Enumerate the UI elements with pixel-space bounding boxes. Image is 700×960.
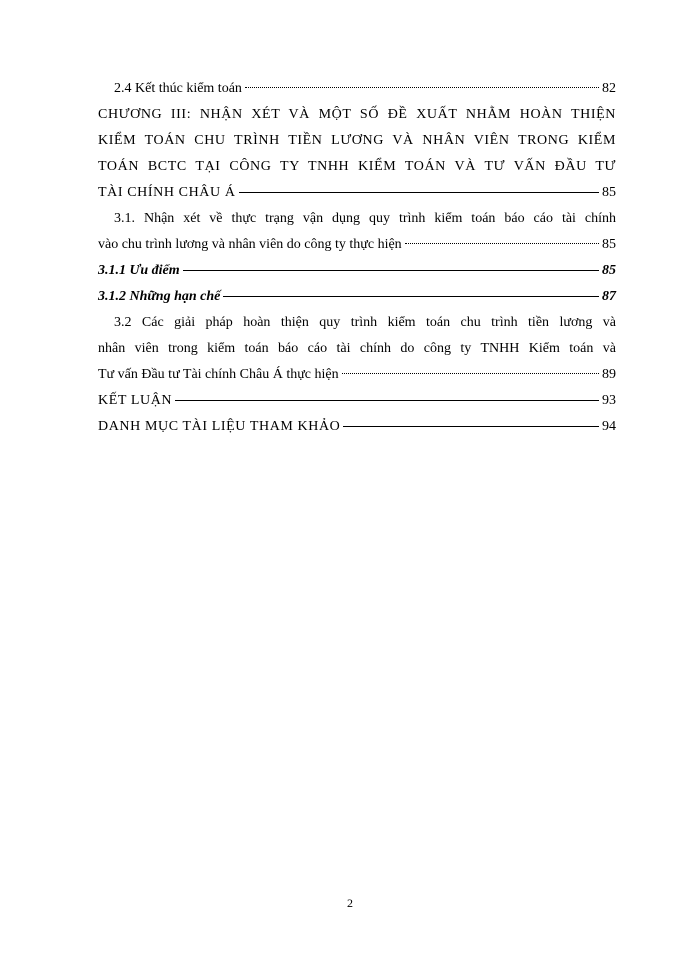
dot-leader [405,243,599,244]
toc-page-number: 85 [602,185,616,200]
rule-leader [239,192,599,193]
toc-entry-last-line [98,180,616,206]
toc-entry-references[interactable] [98,414,616,440]
toc-page-number: 85 [602,237,616,252]
toc-entry-line: 3.1. Nhận xét về thực trạng vận dụng quy trình kiểm toán báo cáo tài chính [114,211,616,226]
rule-leader [183,270,599,271]
toc-entry-last-line [98,232,616,258]
toc-entry-line: CHƯƠNG III: NHẬN XÉT VÀ MỘT SỐ ĐỀ XUẤT NHẰM HOÀN THIỆN [98,107,616,122]
toc-page-number: 89 [602,367,616,382]
toc-entry-line: KIỂM TOÁN CHU TRÌNH TIỀN LƯƠNG VÀ NHÂN VIÊN TRONG KIỂM [98,133,616,148]
toc-entry-line: nhân viên trong kiểm toán báo cáo tài chính do công ty TNHH Kiểm toán và [98,341,616,356]
dot-leader [342,373,599,374]
toc-page-number: 87 [602,289,616,304]
rule-leader [343,426,599,427]
toc-page-number: 94 [602,419,616,434]
toc-entry-title: 3.1.1 Ưu điểm [98,263,180,278]
toc-page-number: 93 [602,393,616,408]
page-number-footer: 2 [347,896,353,910]
toc-entry-title: 2.4 Kết thúc kiểm toán [114,81,242,96]
toc-entry-chapter-3[interactable] [98,102,616,206]
toc-entry-3-2[interactable] [98,310,616,388]
toc-entry-title: TÀI CHÍNH CHÂU Á [98,185,236,200]
rule-leader [223,296,599,297]
toc-entry-line: 3.2 Các giải pháp hoàn thiện quy trình kiểm toán chu trình tiền lương và [114,315,616,330]
rule-leader [175,400,599,401]
toc-entry-3-1[interactable] [98,206,616,258]
toc-entry-title: DANH MỤC TÀI LIỆU THAM KHẢO [98,419,341,434]
toc-entry-2-4[interactable] [98,76,616,102]
toc-entry-3-1-1[interactable] [98,258,616,284]
table-of-contents [98,76,616,440]
toc-entry-title: vào chu trình lương và nhân viên do công ty thực hiện [98,237,402,252]
toc-entry-title: 3.1.2 Những hạn chế [98,289,221,304]
toc-entry-3-1-2[interactable] [98,284,616,310]
toc-entry-title: Tư vấn Đầu tư Tài chính Châu Á thực hiện [98,367,339,382]
toc-page-number: 82 [602,81,616,96]
toc-entry-conclusion[interactable] [98,388,616,414]
toc-entry-line: TOÁN BCTC TẠI CÔNG TY TNHH KIỂM TOÁN VÀ TƯ VẤN ĐẦU TƯ [98,159,616,174]
toc-entry-last-line [98,362,616,388]
toc-entry-title: KẾT LUẬN [98,393,173,408]
dot-leader [245,87,599,88]
toc-page-number: 85 [602,263,616,278]
